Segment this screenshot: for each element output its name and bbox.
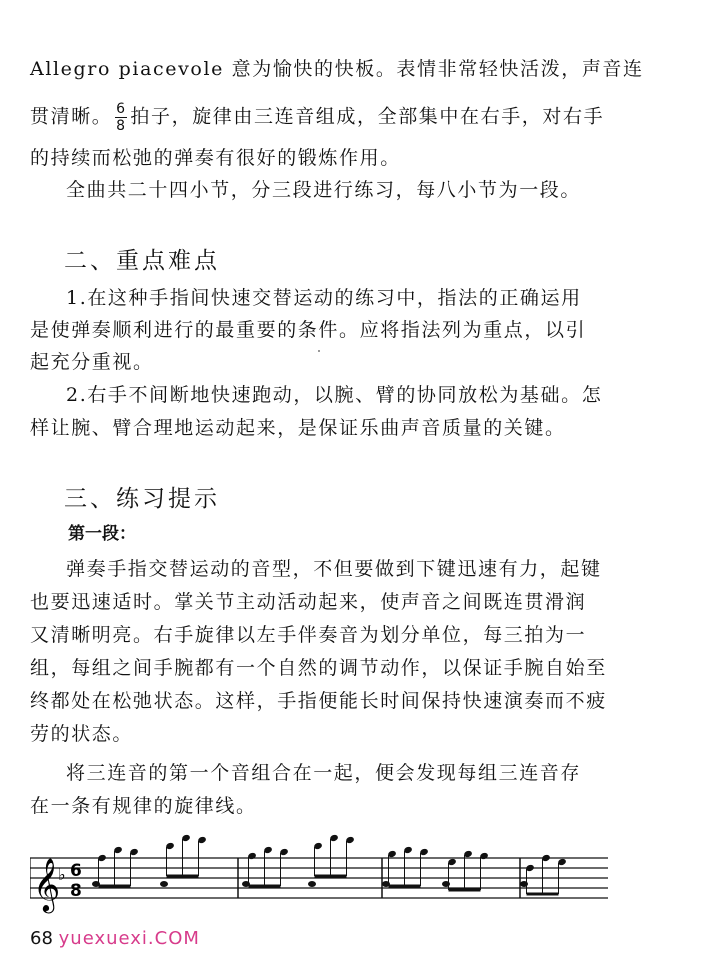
section-3-p1-line-5: 终都处在松弛状态。这样，手指便能长时间保持快速演奏而不疲 [30,690,607,712]
time-signature-fraction [115,102,127,133]
music-score-excerpt [30,828,610,918]
triplet-note-group [382,846,429,887]
intro-line-4: 全曲共二十四小节，分三段进行练习，每八小节为一段。 [66,179,582,201]
section-3-p1-line-3: 又清晰明亮。右手旋律以左手伴奏音为划分单位，每三拍为一 [30,624,587,646]
note-head [308,881,316,887]
section-2-p1-line-2: 是使弹奏顺利进行的最重要的条件。应将指法列为重点，以引 [30,319,587,341]
section-2-p2-line-2: 样让腕、臂合理地运动起来，是保证乐曲声音质量的关键。 [30,417,566,439]
note-head [382,881,390,887]
intro-line-2 [30,102,690,133]
intro-line-1: Allegro piacevole 意为愉快的快板。表情非常轻快活泼，声音连 [30,58,644,80]
section-3-p1-line-1: 弹奏手指交替运动的音型，不但要做到下键迅速有力，起键 [66,558,602,580]
section-2-p1-line-1: 1.在这种手指间快速交替运动的练习中，指法的正确运用 [66,287,582,309]
page-number: 68 [30,928,53,949]
site-watermark: yuexuexi.COM [58,928,200,949]
intro-line-3: 的持续而松弛的弹奏有很好的锻炼作用。 [30,147,401,169]
triplet-note-group [92,846,139,887]
fraction-denominator: 8 [116,118,127,134]
triplet-note-group [242,846,289,887]
fraction-numerator: 6 [116,101,127,117]
section-2-heading: 二、重点难点 [64,248,220,274]
section-3-p1-line-6: 劳的状态。 [30,723,134,745]
section-3-p2-line-1: 将三连音的第一个音组合在一起，便会发现每组三连音存 [66,762,582,784]
triplet-note-group [160,834,207,887]
section-3-p1-line-4: 组，每组之间手腕都有一个自然的调节动作，以保证手腕自始至 [30,657,607,679]
note-head [160,881,168,887]
page-footer [30,928,200,949]
staff-lines [30,858,608,898]
intro-line-2-end: 拍子，旋律由三连音组成，全部集中在右手，对右手 [130,105,605,128]
intro-line-2-start: 贯清晰。 [30,105,113,128]
note-head [520,881,528,887]
flat-key-signature-icon: ♭ [58,865,66,884]
section-3-p1-line-2: 也要迅速适时。掌关节主动活动起来，使声音之间既连贯滑润 [30,591,587,613]
triplet-note-group [308,834,355,887]
treble-clef-icon: 𝄞 [33,857,61,911]
note-head [242,881,250,887]
note-head [92,881,100,887]
score-time-numerator: 6 [70,861,82,881]
section-2-p2-line-1: 2.右手不间断地快速跑动，以腕、臂的协同放松为基础。怎 [66,384,603,406]
score-time-denominator: 8 [70,881,82,901]
section-3-subheading: 第一段： [68,524,136,544]
section-3-p2-line-2: 在一条有规律的旋律线。 [30,795,257,817]
note-head [442,881,450,887]
section-3-heading: 三、练习提示 [64,486,220,512]
section-2-p1-line-3: 起充分重视。 [30,351,154,373]
note-groups [92,834,567,894]
triplet-note-group [442,850,489,890]
scan-speck [318,350,320,352]
